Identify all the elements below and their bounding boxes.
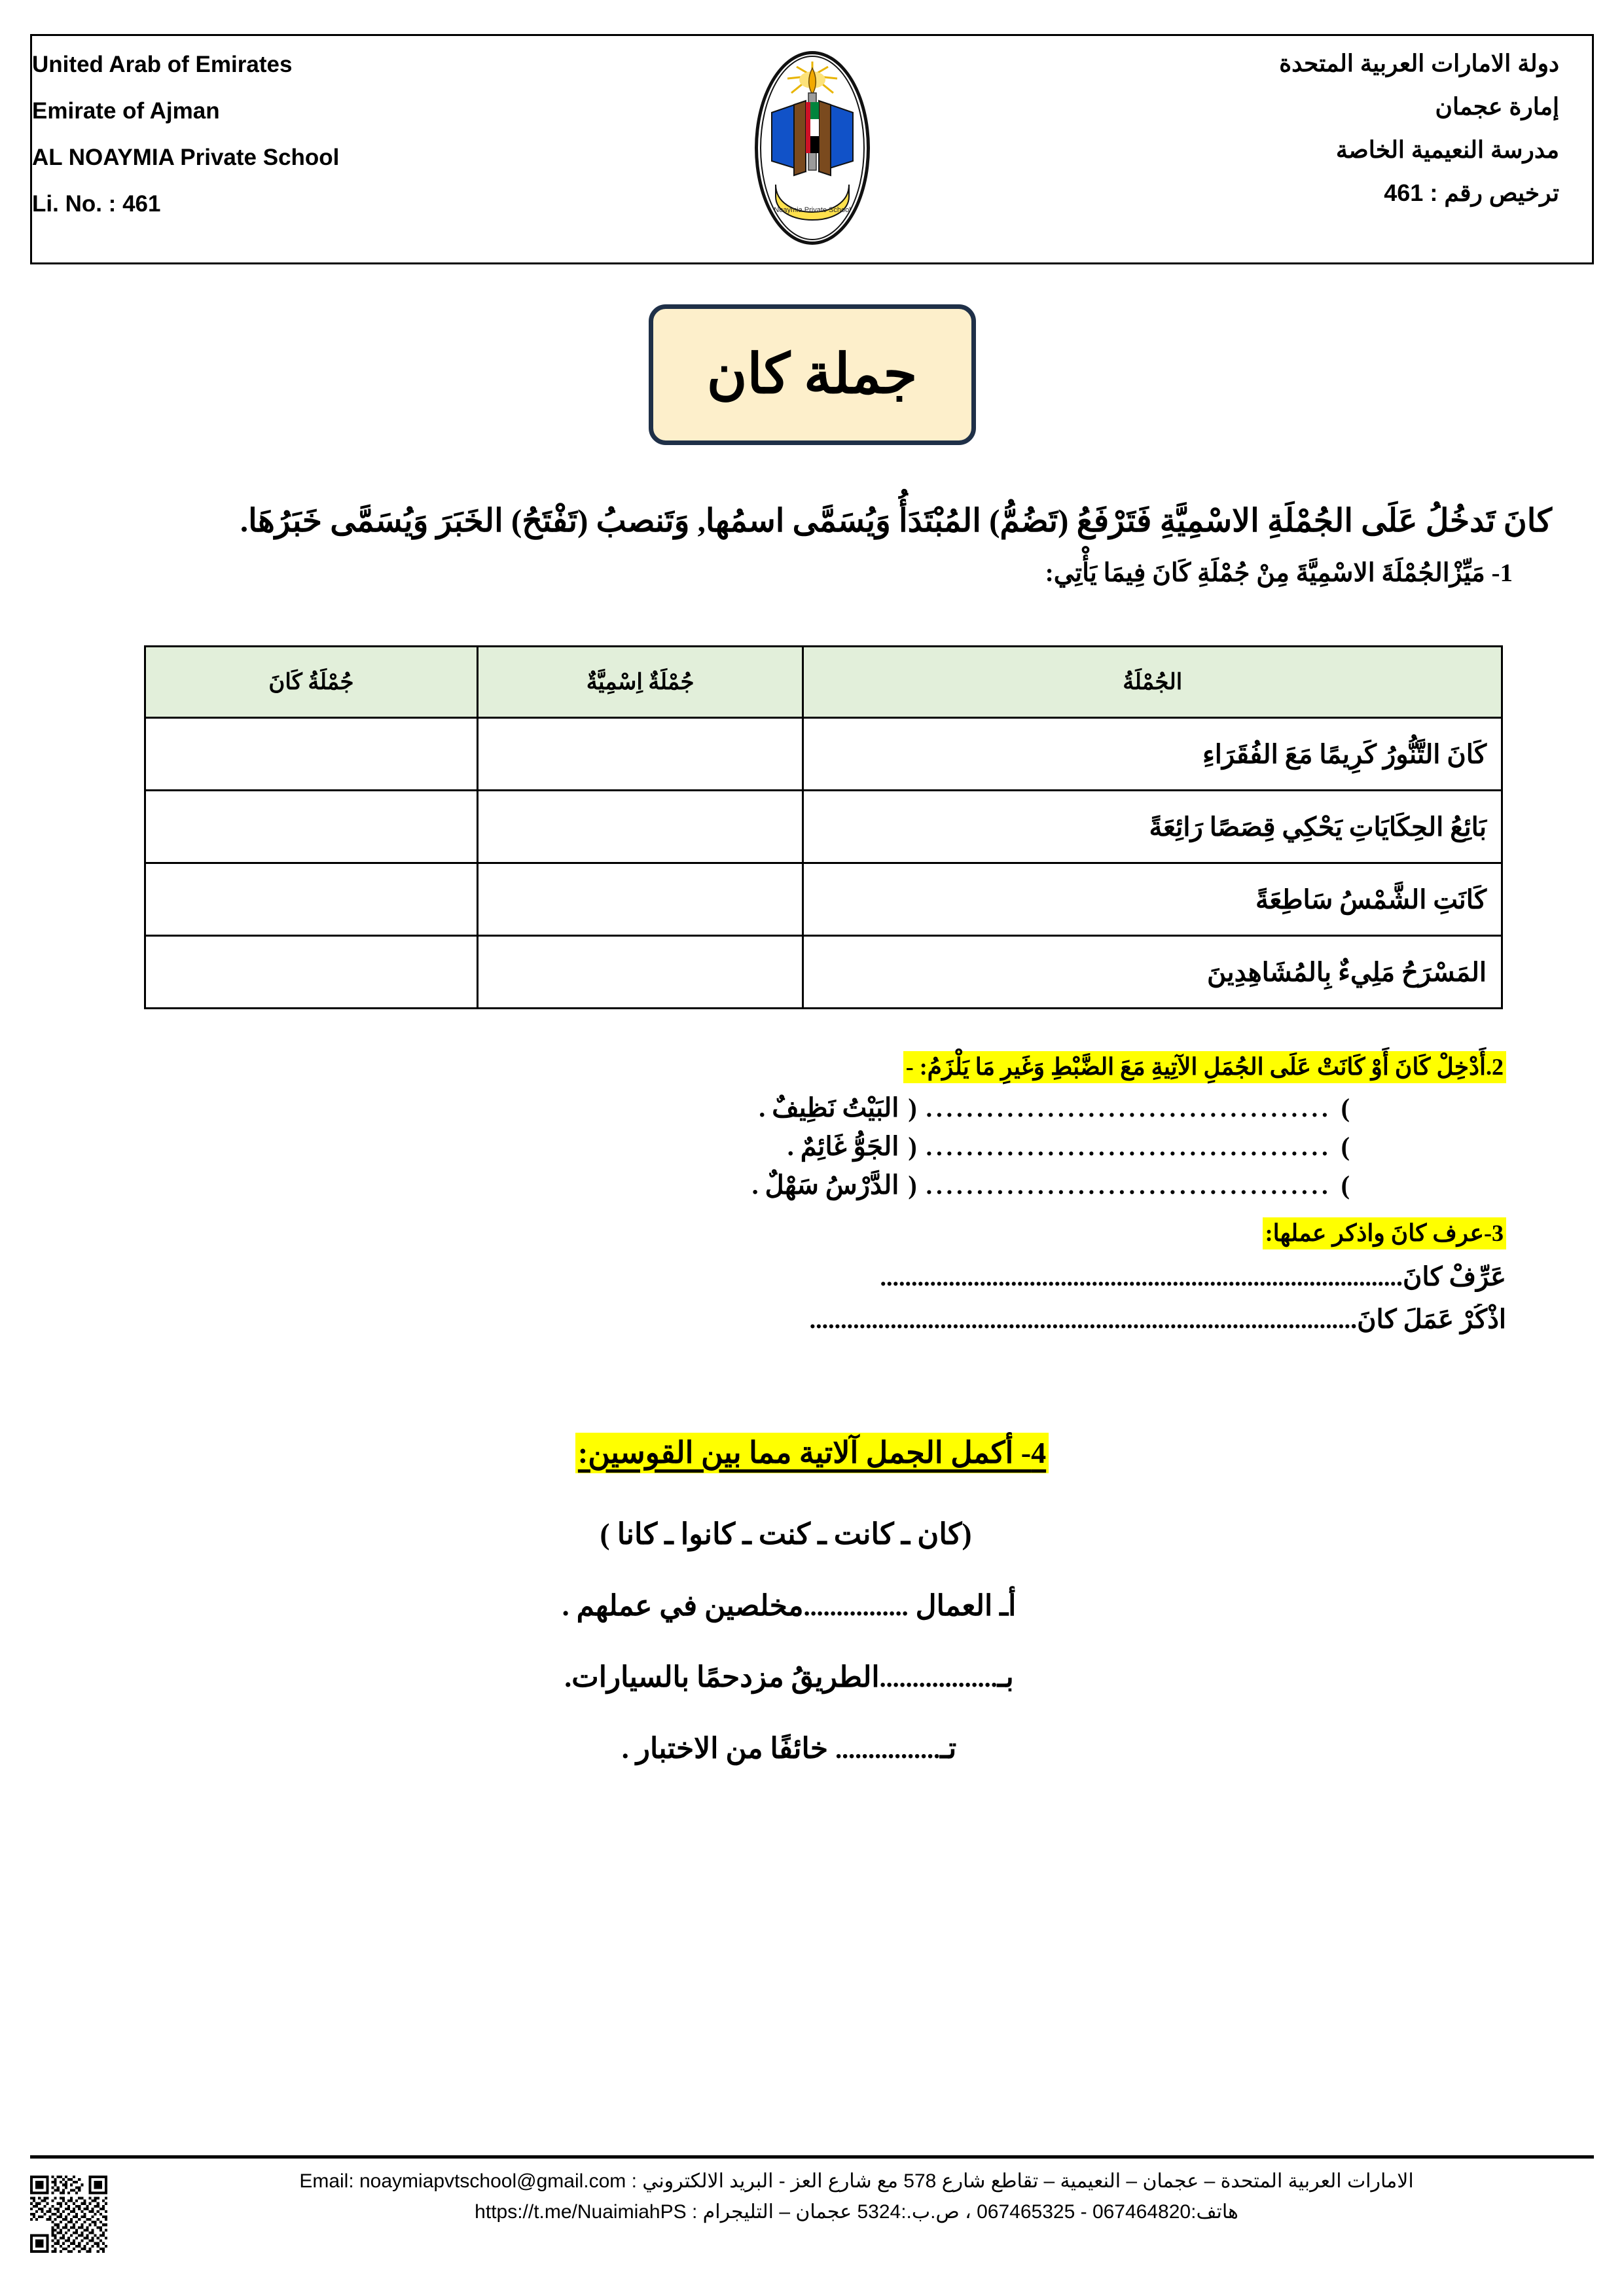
th-nominal-sentence: جُمْلَةٌ اِسْمِيَّةٌ: [477, 647, 803, 718]
open-paren: (: [908, 1093, 917, 1123]
answer-blank[interactable]: ........................................: [926, 1134, 1332, 1162]
footer-address-line: [119, 2166, 1594, 2197]
worksheet-title-box: [649, 304, 976, 445]
th-kana-sentence: جُمْلَةُ كَانَ: [145, 647, 478, 718]
table-cell-sentence: المَسْرَحُ مَلِيءٌ بِالمُشَاهِدِينَ: [803, 936, 1502, 1009]
question-4-rest: مخلصين في عملهم .: [562, 1589, 804, 1622]
footer-email[interactable]: Email: noaymiapvtschool@gmail.com: [299, 2170, 626, 2192]
footer-telegram-link[interactable]: https://t.me/NuaimiahPS: [475, 2200, 687, 2223]
answer-blank[interactable]: .......................................................................................: [809, 1306, 1351, 1335]
table-cell-kana-answer[interactable]: [145, 936, 478, 1009]
classification-table: [144, 645, 1503, 1009]
close-paren: ): [1341, 1170, 1350, 1200]
letterhead-en-emirate: Emirate of Ajman: [32, 98, 220, 124]
question-2-prompt: 2.أَدْخِلْ كَانَ أَوْ كَانَتْ عَلَى الجُمَلِ الآتِيةِ مَعَ الضَّبْطِ وَغَيرِ مَا يَلْزَمُ: -: [903, 1051, 1506, 1083]
question-1-table-wrapper: [72, 645, 1552, 1009]
letterhead-box: [30, 34, 1594, 264]
question-2-sentence: الجَوُّ غَائِمٌ .: [787, 1132, 899, 1162]
question-4-label: أـ العمال: [915, 1589, 1017, 1622]
page-footer: [30, 2155, 1594, 2253]
crest-artwork: [760, 56, 865, 241]
letterhead-english-block: [32, 36, 625, 262]
table-row: [145, 791, 1502, 863]
question-4-word-bank: (كان ـ كانت ـ كنت ـ كانوا ـ كانا ): [600, 1517, 972, 1551]
table-cell-kana-answer[interactable]: [145, 791, 478, 863]
question-4-rest: خائفًا من الاختبار .: [621, 1732, 836, 1765]
letterhead-ar-country: دولة الامارات العربية المتحدة: [1279, 50, 1559, 77]
footer-phone-line: [119, 2197, 1594, 2228]
table-cell-nominal-answer[interactable]: [477, 863, 803, 936]
question-3-label: عَرِّفْ كانَ.: [1396, 1262, 1506, 1292]
question-3-label: اذْكُرْ عَمَلَ كانَ.: [1350, 1304, 1506, 1335]
close-paren: ): [1341, 1132, 1350, 1162]
answer-blank[interactable]: ...................................................................................: [880, 1264, 1396, 1292]
letterhead-ar-license: ترخيص رقم : 461: [1384, 179, 1559, 206]
answer-blank[interactable]: ................: [835, 1734, 941, 1764]
question-4-item: [72, 1732, 1552, 1765]
question-2-sentence: البَيْتُ نَظِيفٌ .: [759, 1093, 899, 1123]
footer-contact-block: [119, 2166, 1594, 2227]
answer-blank[interactable]: ................: [803, 1591, 909, 1621]
rule-statement: كانَ تَدخُلُ عَلَى الجُمْلَةِ الاسْمِيَّةِ فَتَرْفَعُ (تَضُمُّ) المُبْتَدَأُ وَيُسَمَّى اسمُها, وَتَنصبُ (تَفْتَحُ) الخَبَرَ وَيُسَمَّى خَبَرُهَا.: [240, 503, 1552, 539]
table-row: [145, 863, 1502, 936]
school-logo-container: [625, 36, 1000, 262]
table-cell-sentence: كَانَ التَّنُّورُ كَرِيمًا مَعَ الفُقَرَاءِ: [803, 718, 1502, 791]
open-paren: (: [908, 1170, 917, 1200]
table-cell-nominal-answer[interactable]: [477, 791, 803, 863]
footer-address-arabic: الامارات العربية المتحدة – عجمان – النعيمية – تقاطع شارع 578 مع شارع العز - البريد الالكتروني :: [631, 2170, 1414, 2192]
letterhead-en-country: United Arab of Emirates: [32, 52, 293, 77]
table-cell-sentence: كَانَتِ الشَّمْسُ سَاطِعَةً: [803, 863, 1502, 936]
question-3-item: [72, 1304, 1506, 1335]
question-2-item: [72, 1170, 1506, 1200]
close-paren: ): [1341, 1093, 1350, 1123]
worksheet-content: [72, 497, 1552, 1765]
question-3-item: [72, 1261, 1506, 1292]
table-row: [145, 936, 1502, 1009]
table-cell-nominal-answer[interactable]: [477, 718, 803, 791]
letterhead-arabic-block: [999, 36, 1592, 262]
footer-phone-arabic: هاتف:067464820 - 067465325 ، ص.ب.:5324 عجمان – التليجرام :: [691, 2200, 1238, 2223]
letterhead-en-license: Li. No. : 461: [32, 191, 161, 217]
question-4-label: بـ: [997, 1660, 1014, 1693]
question-3: [72, 1217, 1552, 1335]
question-2-item: [72, 1092, 1506, 1123]
open-paren: (: [908, 1132, 917, 1162]
question-2-item: [72, 1131, 1506, 1162]
page-title: جملة كان: [706, 344, 918, 405]
question-3-prompt: 3-عرف كانَ واذكر عملها:: [1263, 1217, 1506, 1249]
question-4-label: تـ: [940, 1732, 957, 1765]
question-4-item: [72, 1589, 1552, 1623]
table-header-row: [145, 647, 1502, 718]
question-2: [72, 1051, 1552, 1200]
question-1-prompt: 1- مَيِّزْالجُمْلَةَ الاسْمِيَّةَ مِنْ جُمْلَةِ كَانَ فِيمَا يَأْتِي:: [1045, 559, 1513, 588]
qr-code-icon: [30, 2176, 107, 2253]
table-cell-kana-answer[interactable]: [145, 718, 478, 791]
letterhead-en-school: AL NOAYMIA Private School: [32, 145, 340, 170]
question-2-sentence: الدَّرْسُ سَهْلٌ .: [751, 1170, 899, 1200]
question-4: [72, 1433, 1552, 1473]
question-2-items: [72, 1092, 1506, 1200]
th-sentence: الجُمْلَةُ: [803, 647, 1502, 718]
letterhead-ar-school: مدرسة النعيمية الخاصة: [1335, 136, 1559, 163]
answer-blank[interactable]: ........................................: [926, 1095, 1332, 1123]
table-cell-sentence: بَائِعُ الحِكَايَاتِ يَحْكِي قِصَصًا رَائِعَةً: [803, 791, 1502, 863]
question-4-rest: الطريقُ مزدحمًا بالسيارات.: [564, 1660, 880, 1693]
answer-blank[interactable]: ..................: [879, 1662, 998, 1693]
table-row: [145, 718, 1502, 791]
table-cell-nominal-answer[interactable]: [477, 936, 803, 1009]
svg-text:Noaymia Private School: Noaymia Private School: [773, 206, 851, 214]
question-4-item: [72, 1660, 1552, 1694]
school-crest-icon: [752, 51, 873, 247]
question-4-prompt: 4- أكمل الجمل آلاتية مما بين القوسين:: [575, 1433, 1049, 1473]
answer-blank[interactable]: ........................................: [926, 1172, 1332, 1200]
table-cell-kana-answer[interactable]: [145, 863, 478, 936]
letterhead-ar-emirate: إمارة عجمان: [1435, 93, 1559, 120]
